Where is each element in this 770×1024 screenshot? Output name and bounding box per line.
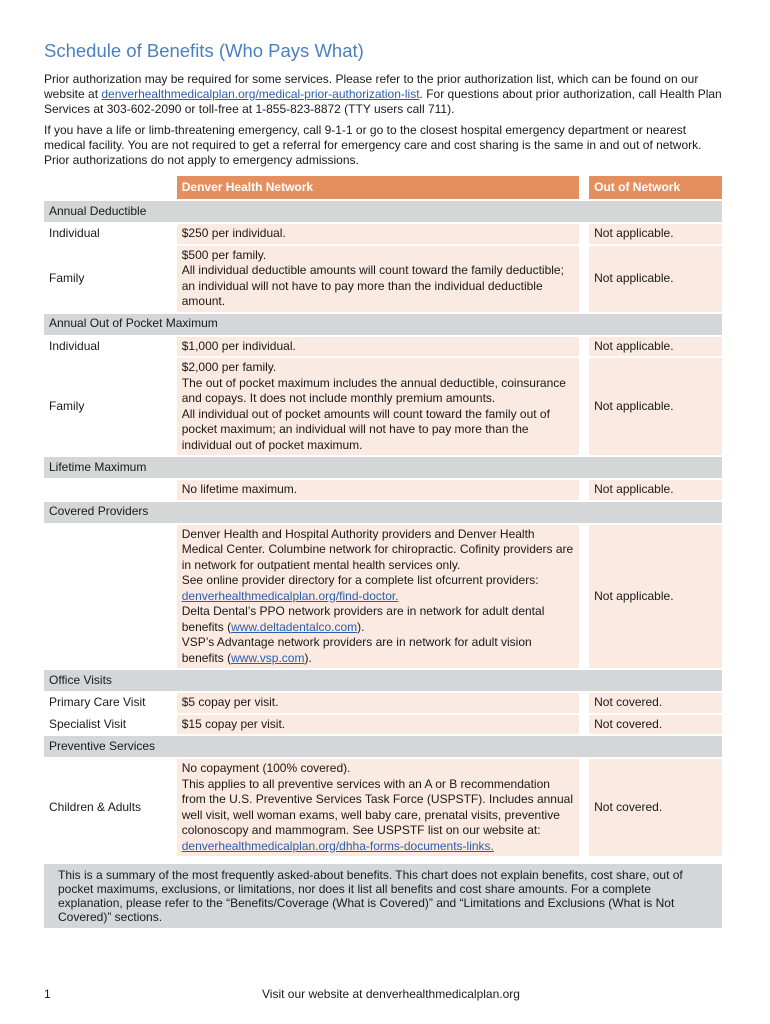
row-label: [44, 480, 177, 500]
row-label: Individual: [44, 337, 177, 357]
intro-text: Prior authorization may be required for some services. Please refer to the prior authorization list, which can be found on our website at: [44, 72, 699, 101]
table-row: [44, 525, 722, 669]
section-lifetime: Lifetime Maximum: [44, 457, 722, 478]
cell-text: [182, 604, 574, 635]
row-label: Family: [44, 246, 177, 312]
row-label: Individual: [44, 224, 177, 244]
cell-text: Denver Health and Hospital Authority providers and Denver Health Medical Center. Columbine network for chiropractic. Cofinity providers are in network for outpatient mental health services only.: [181, 526, 574, 572]
delta-dental-link[interactable]: www.deltadentalco.com: [231, 619, 358, 634]
cell-text: $500 per family.: [181, 247, 267, 262]
in-network-cell: [177, 246, 579, 312]
table-row: [44, 246, 722, 312]
page-title: Schedule of Benefits (Who Pays What): [44, 40, 364, 61]
in-network-cell: [177, 358, 579, 455]
cell-text: The out of pocket maximum includes the annual deductible, coinsurance and copays. It does not include monthly premium amounts.: [181, 375, 566, 405]
section-deductible: Annual Deductible: [44, 201, 722, 222]
table-row: [44, 358, 722, 455]
page-number: 1: [44, 987, 51, 1001]
cell-text: See online provider directory for a complete list ofcurrent providers:: [181, 573, 539, 587]
cell-text: All individual out of pocket amounts will count toward the family out of pocket maximum; an individual will not have to pay more than the individual out of pocket maximum.: [181, 406, 550, 452]
row-label: Children & Adults: [44, 759, 177, 856]
cell-text: [182, 635, 574, 666]
cell-text: All individual deductible amounts will count toward the family deductible; an individual will not have to pay more than the individual deductible amount.: [181, 263, 564, 308]
section-row: [44, 457, 722, 478]
cell-text: $2,000 per family.: [181, 360, 277, 374]
out-network-cell: Not covered.: [589, 759, 722, 856]
prior-authorization-link[interactable]: denverhealthmedicalplan.org/medical-prior-authorization-list: [101, 87, 420, 101]
vision-text: VSP’s Advantage network providers are in network for adult vision benefits (: [181, 635, 532, 665]
table-row: [44, 337, 722, 357]
section-office: Office Visits: [44, 670, 722, 691]
table-row: [44, 693, 722, 713]
out-network-cell: Not covered.: [589, 693, 722, 713]
in-network-cell: $250 per individual.: [177, 224, 579, 244]
section-row: [44, 201, 722, 222]
cell-text: This applies to all preventive services with an A or B recommendation from the U.S. Preventive Services Task Force (USPSTF). Includes annual well visit, well woman exams, well baby care, prenatal visits, preventive colonoscopy and mammogram. See USPSTF list on our website at:: [181, 776, 573, 837]
section-providers: Covered Providers: [44, 502, 722, 523]
section-row: [44, 736, 722, 757]
row-label: Family: [44, 358, 177, 455]
cell-text: No copayment (100% covered).: [181, 761, 351, 775]
intro-text-end: . For questions about prior authorization, call Health Plan Services at 303-602-2090 or toll-free at 1-855-823-8872 (TTY users call 711).: [44, 87, 722, 116]
section-row: [44, 314, 722, 335]
out-network-cell: Not applicable.: [589, 358, 722, 455]
benefits-table: [44, 174, 722, 858]
find-doctor-link[interactable]: denverhealthmedicalplan.org/find-doctor.: [181, 588, 399, 603]
out-network-cell: Not applicable.: [589, 224, 722, 244]
table-row: [44, 224, 722, 244]
vision-text-end: ).: [304, 650, 312, 665]
table-row: [44, 759, 722, 856]
emergency-paragraph: If you have a life or limb-threatening emergency, call 9-1-1 or go to the closest hospital emergency department or nearest medical facility. You are not required to get a referral for emergency care and cost sharing is the same in and out of network. Prior authorizations do not apply to emergency admissions.: [44, 123, 702, 167]
in-network-cell: $1,000 per individual.: [177, 337, 579, 357]
row-label: Specialist Visit: [44, 715, 177, 735]
disclaimer-box: This is a summary of the most frequently asked-about benefits. This chart does not explain benefits, cost share, out of pocket maximums, exclusions, or limitations, nor does it list all benefits and cost share amounts. For a complete explanation, please refer to the “Benefits/Coverage (What is Covered)” and “Limitations and Exclusions (What is Not Covered)” sections.: [44, 864, 722, 928]
out-network-cell: Not applicable.: [589, 525, 722, 669]
footer-website-text: Visit our website at denverhealthmedicalplan.org: [262, 987, 520, 1001]
out-network-cell: Not covered.: [589, 715, 722, 735]
dental-text: Delta Dental’s PPO network providers are in network for adult dental benefits (: [181, 604, 545, 634]
document-page: [44, 40, 724, 928]
out-network-cell: Not applicable.: [589, 337, 722, 357]
in-network-header: Denver Health Network: [177, 176, 579, 199]
row-label: [44, 525, 177, 669]
in-network-cell: $15 copay per visit.: [177, 715, 579, 735]
section-row: [44, 670, 722, 691]
prior-authorization-paragraph: [44, 72, 724, 117]
section-oop: Annual Out of Pocket Maximum: [44, 314, 722, 335]
forms-documents-link[interactable]: denverhealthmedicalplan.org/dhha-forms-documents-links.: [181, 838, 494, 853]
out-network-cell: Not applicable.: [589, 246, 722, 312]
in-network-cell: No lifetime maximum.: [177, 480, 579, 500]
section-preventive: Preventive Services: [44, 736, 722, 757]
table-row: [44, 480, 722, 500]
out-network-cell: Not applicable.: [589, 480, 722, 500]
table-row: [44, 715, 722, 735]
in-network-cell: $5 copay per visit.: [177, 693, 579, 713]
vsp-link[interactable]: www.vsp.com: [231, 650, 305, 665]
section-row: [44, 502, 722, 523]
table-header-row: [44, 176, 722, 199]
out-network-header: Out of Network: [589, 176, 722, 199]
in-network-cell: [177, 759, 579, 856]
in-network-cell: [177, 525, 579, 669]
row-label: Primary Care Visit: [44, 693, 177, 713]
dental-text-end: ).: [357, 619, 365, 634]
